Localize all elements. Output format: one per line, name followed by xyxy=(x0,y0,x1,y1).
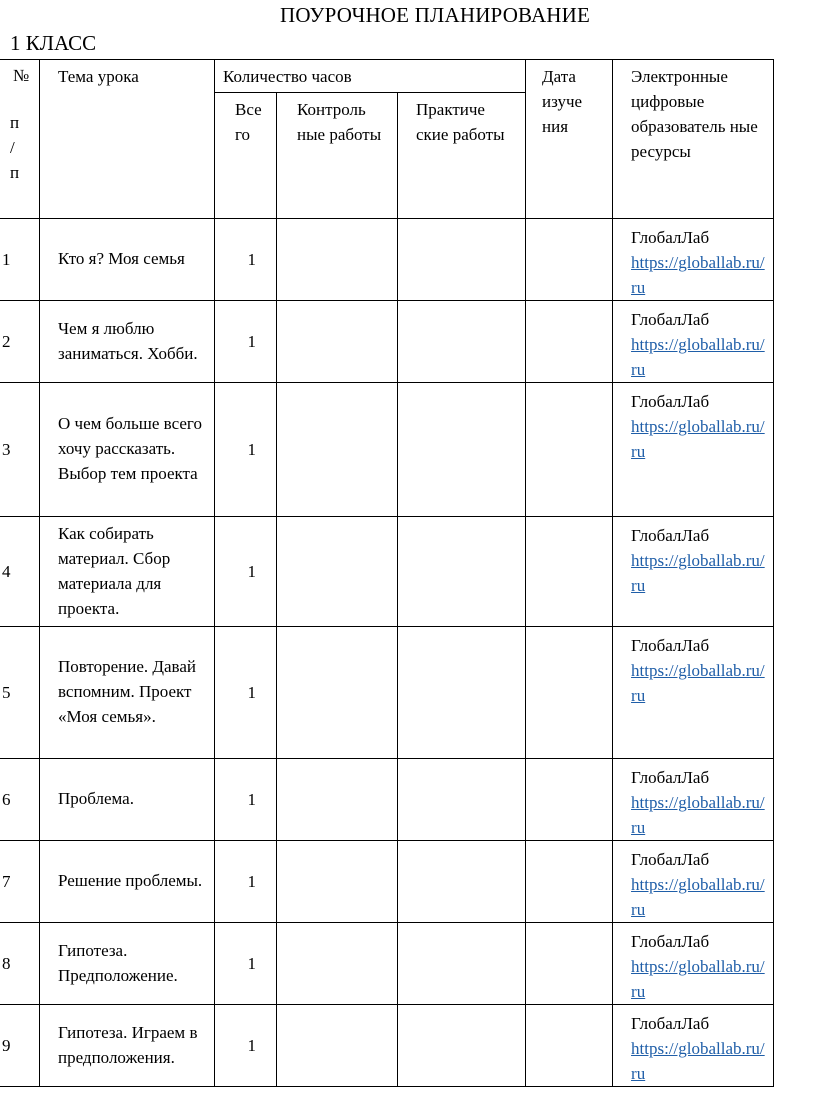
row-hours-total: 1 xyxy=(215,841,277,923)
row-topic: О чем больше всего хочу рассказать. Выбор тем проекта xyxy=(40,383,215,517)
row-number: 2 xyxy=(0,301,40,383)
table-row xyxy=(0,923,774,1005)
row-tests xyxy=(277,923,398,1005)
row-number: 4 xyxy=(0,517,40,627)
row-hours-total: 1 xyxy=(215,301,277,383)
row-hours-total: 1 xyxy=(215,517,277,627)
row-hours-total: 1 xyxy=(215,923,277,1005)
header-number-sub: п / п xyxy=(10,113,20,182)
resource-link[interactable]: https://globallab.ru/ru xyxy=(631,875,765,919)
resource-label: ГлобалЛаб xyxy=(631,526,710,545)
resource-label: ГлобалЛаб xyxy=(631,392,710,411)
row-hours-total: 1 xyxy=(215,759,277,841)
row-topic: Гипотеза. Предположение. xyxy=(40,923,215,1005)
resource-label: ГлобалЛаб xyxy=(631,636,710,655)
row-resources xyxy=(613,383,774,517)
table-row xyxy=(0,517,774,627)
page-title: ПОУРОЧНОЕ ПЛАНИРОВАНИЕ xyxy=(280,3,591,27)
resource-label: ГлобалЛаб xyxy=(631,932,710,951)
row-number: 6 xyxy=(0,759,40,841)
row-number: 9 xyxy=(0,1005,40,1087)
row-date xyxy=(526,219,613,301)
row-resources xyxy=(613,517,774,627)
row-hours-total: 1 xyxy=(215,383,277,517)
resource-label: ГлобалЛаб xyxy=(631,228,710,247)
resource-label: ГлобалЛаб xyxy=(631,1014,710,1033)
resource-link[interactable]: https://globallab.ru/ru xyxy=(631,551,765,595)
header-practical: Практиче ские работы xyxy=(398,93,526,219)
resource-link[interactable]: https://globallab.ru/ru xyxy=(631,1039,765,1083)
header-number xyxy=(0,60,40,219)
row-topic: Гипотеза. Играем в предположения. xyxy=(40,1005,215,1087)
row-topic: Решение проблемы. xyxy=(40,841,215,923)
row-date xyxy=(526,923,613,1005)
row-tests xyxy=(277,301,398,383)
lesson-plan-table xyxy=(0,59,774,1087)
resource-label: ГлобалЛаб xyxy=(631,768,710,787)
row-number: 5 xyxy=(0,627,40,759)
row-date xyxy=(526,383,613,517)
row-topic: Как собирать материал. Сбор материала для проекта. xyxy=(40,517,215,627)
row-practical xyxy=(398,841,526,923)
row-resources xyxy=(613,219,774,301)
row-topic: Кто я? Моя семья xyxy=(40,219,215,301)
row-date xyxy=(526,759,613,841)
row-date xyxy=(526,841,613,923)
row-tests xyxy=(277,1005,398,1087)
row-hours-total: 1 xyxy=(215,1005,277,1087)
header-total: Все го xyxy=(215,93,277,219)
row-hours-total: 1 xyxy=(215,219,277,301)
row-resources xyxy=(613,627,774,759)
resource-link[interactable]: https://globallab.ru/ru xyxy=(631,793,765,837)
row-resources xyxy=(613,923,774,1005)
row-topic: Повторение. Давай вспомним. Проект «Моя семья». xyxy=(40,627,215,759)
row-practical xyxy=(398,627,526,759)
row-practical xyxy=(398,383,526,517)
row-date xyxy=(526,301,613,383)
table-row xyxy=(0,1005,774,1087)
row-resources xyxy=(613,759,774,841)
row-date xyxy=(526,627,613,759)
resource-link[interactable]: https://globallab.ru/ru xyxy=(631,253,765,297)
row-practical xyxy=(398,301,526,383)
table-row xyxy=(0,383,774,517)
header-topic: Тема урока xyxy=(40,60,215,219)
row-tests xyxy=(277,841,398,923)
row-resources xyxy=(613,841,774,923)
row-practical xyxy=(398,219,526,301)
row-hours-total: 1 xyxy=(215,627,277,759)
row-date xyxy=(526,517,613,627)
table-row xyxy=(0,759,774,841)
table-row xyxy=(0,219,774,301)
header-number-sign: № xyxy=(13,66,30,85)
row-tests xyxy=(277,219,398,301)
row-practical xyxy=(398,1005,526,1087)
resource-link[interactable]: https://globallab.ru/ru xyxy=(631,957,765,1001)
table-row xyxy=(0,841,774,923)
resource-link[interactable]: https://globallab.ru/ru xyxy=(631,417,765,461)
row-resources xyxy=(613,301,774,383)
row-tests xyxy=(277,517,398,627)
resource-label: ГлобалЛаб xyxy=(631,850,710,869)
resource-link[interactable]: https://globallab.ru/ru xyxy=(631,661,765,705)
row-practical xyxy=(398,923,526,1005)
row-tests xyxy=(277,383,398,517)
resource-label: ГлобалЛаб xyxy=(631,310,710,329)
row-number: 1 xyxy=(0,219,40,301)
table-row xyxy=(0,627,774,759)
row-date xyxy=(526,1005,613,1087)
row-number: 7 xyxy=(0,841,40,923)
row-number: 8 xyxy=(0,923,40,1005)
resource-link[interactable]: https://globallab.ru/ru xyxy=(631,335,765,379)
table-row xyxy=(0,301,774,383)
row-practical xyxy=(398,517,526,627)
header-resources: Электронные цифровые образователь ные ресурсы xyxy=(613,60,774,219)
row-topic: Проблема. xyxy=(40,759,215,841)
row-tests xyxy=(277,627,398,759)
header-tests: Контроль ные работы xyxy=(277,93,398,219)
row-practical xyxy=(398,759,526,841)
row-topic: Чем я люблю заниматься. Хобби. xyxy=(40,301,215,383)
row-resources xyxy=(613,1005,774,1087)
row-number: 3 xyxy=(0,383,40,517)
class-label: 1 КЛАСС xyxy=(10,31,97,55)
header-date: Дата изуче ния xyxy=(526,60,613,219)
header-hours: Количество часов xyxy=(215,60,526,93)
row-tests xyxy=(277,759,398,841)
